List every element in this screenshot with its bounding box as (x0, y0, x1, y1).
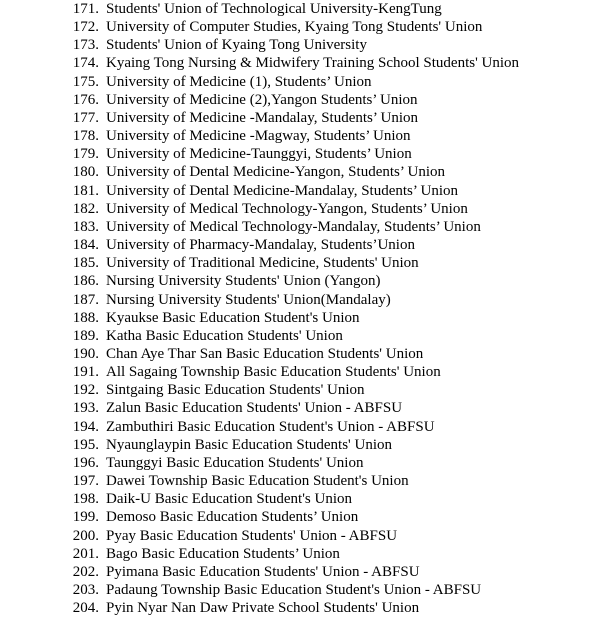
list-item-text: Chan Aye Thar San Basic Education Students' Union (106, 345, 424, 362)
list-item-text: Sintgaing Basic Education Students' Union (106, 382, 365, 399)
list-item (0, 436, 603, 454)
list-item-number: 197. (72, 473, 99, 490)
list-item-text: Students' Union of Technological University-KengTung (106, 1, 442, 17)
list-item (0, 236, 603, 254)
list-item-text: Demoso Basic Education Students’ Union (106, 509, 359, 526)
list-item-number: 194. (72, 418, 99, 435)
list-item-number: 191. (72, 364, 99, 381)
list-item (0, 272, 603, 290)
list-item (0, 327, 603, 345)
list-item-number: 177. (72, 109, 99, 126)
list-item-text: University of Dental Medicine-Mandalay, Students’ Union (106, 182, 459, 199)
list-item-number: 183. (72, 218, 99, 235)
list-item-number: 189. (72, 327, 99, 344)
list-item (0, 127, 603, 145)
list-item-number: 179. (72, 146, 99, 163)
list-item-text: Nursing University Students' Union(Mandalay) (106, 291, 391, 308)
list-item-text: University of Medicine -Magway, Students’ Union (106, 128, 411, 145)
list-item-text: University of Computer Studies, Kyaing Tong Students' Union (106, 19, 483, 36)
list-item-text: Taunggyi Basic Education Students' Union (106, 454, 364, 471)
list-item (0, 345, 603, 363)
list-item-text: University of Medicine -Mandalay, Students’ Union (106, 109, 419, 126)
list-item (0, 363, 603, 381)
list-item (0, 472, 603, 490)
list-item-number: 182. (72, 200, 99, 217)
list-item-text: University of Medicine (2),Yangon Students’ Union (106, 91, 418, 108)
list-item (0, 91, 603, 109)
list-item (0, 581, 603, 599)
list-item-text: Daik-U Basic Education Student's Union (106, 491, 352, 508)
list-item (0, 18, 603, 36)
list-item (0, 399, 603, 417)
list-item (0, 309, 603, 327)
list-item-text: University of Dental Medicine-Yangon, Students’ Union (106, 164, 445, 181)
list-item (0, 182, 603, 200)
list-item (0, 54, 603, 72)
list-item-text: Zalun Basic Education Students' Union - ABFSU (106, 400, 403, 417)
list-item-text: Pyimana Basic Education Students' Union - ABFSU (106, 563, 420, 580)
list-item-number: 200. (72, 527, 99, 544)
list-item-text: University of Traditional Medicine, Students' Union (106, 255, 419, 272)
list-item (0, 545, 603, 563)
list-item (0, 454, 603, 472)
list-item-text: Bago Basic Education Students’ Union (106, 545, 340, 562)
list-item-number: 176. (72, 91, 99, 108)
list-item-number: 180. (72, 164, 99, 181)
list-item-text: Nyaunglaypin Basic Education Students' Union (106, 436, 392, 453)
list-item (0, 36, 603, 54)
list-item (0, 163, 603, 181)
list-item-number: 199. (72, 509, 99, 526)
list-item-number: 175. (72, 73, 99, 90)
list-item (0, 73, 603, 91)
list-item-number: 172. (72, 19, 99, 36)
list-item (0, 291, 603, 309)
list-item (0, 109, 603, 127)
list-item-text: Katha Basic Education Students' Union (106, 327, 343, 344)
list-item-text: Pyay Basic Education Students' Union - ABFSU (106, 527, 398, 544)
list-item-text: Dawei Township Basic Education Student's Union (106, 473, 409, 490)
list-item-number: 173. (72, 37, 99, 54)
list-item (0, 508, 603, 526)
list-item-text: Zambuthiri Basic Education Student's Union - ABFSU (106, 418, 435, 435)
list-item-text: Padaung Township Basic Education Student's Union - ABFSU (106, 582, 482, 598)
list-item-number: 196. (72, 454, 99, 471)
list-item (0, 218, 603, 236)
list-item (0, 527, 603, 545)
list-item-number: 198. (72, 491, 99, 508)
list-item-number: 195. (72, 436, 99, 453)
list-item-number: 186. (72, 273, 99, 290)
list-item-text: Kyaukse Basic Education Student's Union (106, 309, 360, 326)
list-item-number: 174. (72, 55, 99, 72)
list-item-number: 181. (72, 182, 99, 199)
list-item (0, 490, 603, 508)
list-item-number: 190. (72, 345, 99, 362)
list-item (0, 599, 603, 617)
list-item (0, 563, 603, 581)
list-item (0, 200, 603, 218)
list-item (0, 381, 603, 399)
list-item-text: University of Pharmacy-Mandalay, Students’Union (106, 237, 415, 254)
list-item-text: Students' Union of Kyaing Tong University (106, 37, 367, 54)
list-item (0, 0, 603, 18)
list-item-text: Kyaing Tong Nursing & Midwifery Training School Students' Union (106, 55, 520, 72)
list-item-text: University of Medicine (1), Students’ Union (106, 73, 372, 90)
list-item-number: 187. (72, 291, 99, 308)
list-item-text: Nursing University Students' Union (Yangon) (106, 273, 381, 290)
list-item-text: University of Medicine-Taunggyi, Students’ Union (106, 146, 412, 163)
list-item-number: 178. (72, 128, 99, 145)
list-item-text: University of Medical Technology-Yangon, Students’ Union (106, 200, 468, 217)
list-item-number: 185. (72, 255, 99, 272)
list-item-number: 184. (72, 237, 99, 254)
list-item-text: All Sagaing Township Basic Education Students' Union (106, 364, 441, 381)
list-item-number: 192. (72, 382, 99, 399)
list-item-number: 204. (72, 600, 99, 617)
list-item (0, 254, 603, 272)
list-item-text: Pyin Nyar Nan Daw Private School Students' Union (106, 600, 420, 617)
list-item-number: 202. (72, 563, 99, 580)
list-item-number: 201. (72, 545, 99, 562)
list-item (0, 418, 603, 436)
list-item-number: 193. (72, 400, 99, 417)
list-item (0, 145, 603, 163)
list-item-number: 203. (72, 582, 99, 598)
list-item-number: 188. (72, 309, 99, 326)
list-item-number: 171. (72, 1, 99, 17)
list-item-text: University of Medical Technology-Mandalay, Students’ Union (106, 218, 481, 235)
